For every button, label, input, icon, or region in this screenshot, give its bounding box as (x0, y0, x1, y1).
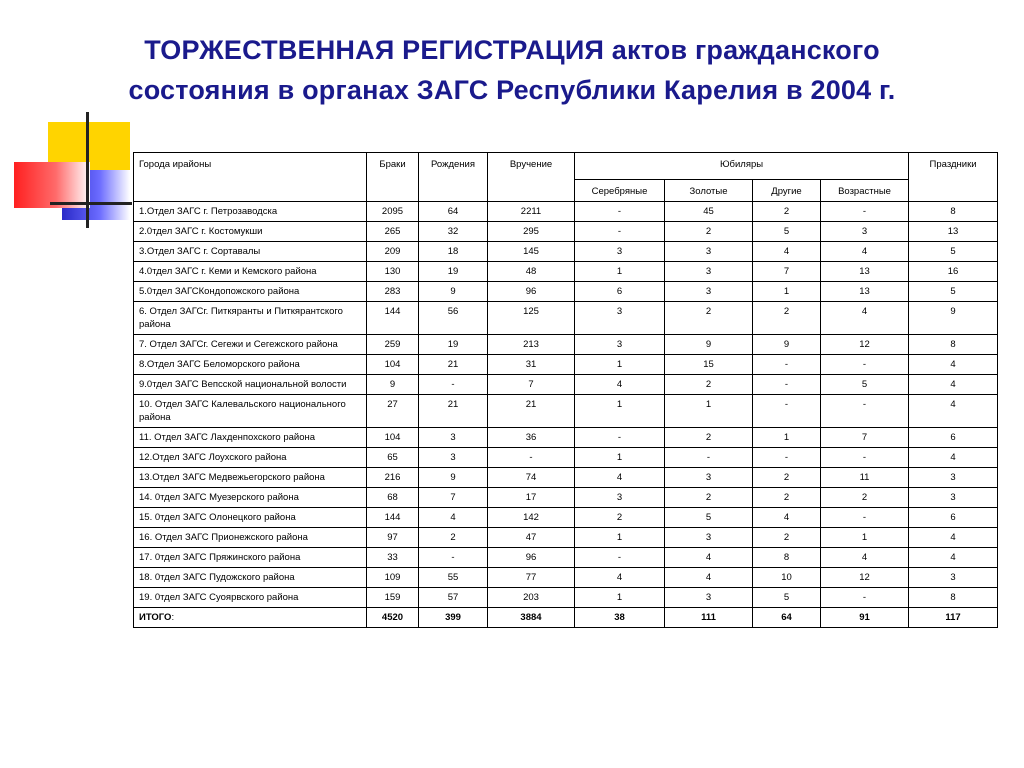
row-value-cell: 3 (665, 468, 753, 488)
total-value-cell: 117 (909, 608, 998, 628)
row-value-cell: - (821, 448, 909, 468)
row-value-cell: - (753, 355, 821, 375)
row-value-cell: 1 (575, 355, 665, 375)
row-value-cell: 2 (665, 302, 753, 335)
row-value-cell: 47 (488, 528, 575, 548)
row-value-cell: 77 (488, 568, 575, 588)
table-row (134, 528, 998, 548)
row-value-cell: 8 (909, 335, 998, 355)
total-value-cell: 38 (575, 608, 665, 628)
row-value-cell: 3 (419, 448, 488, 468)
row-value-cell: 2 (575, 508, 665, 528)
row-value-cell: 27 (367, 395, 419, 428)
row-value-cell: - (575, 202, 665, 222)
table-row (134, 508, 998, 528)
row-value-cell: 142 (488, 508, 575, 528)
table-row (134, 262, 998, 282)
row-value-cell: 265 (367, 222, 419, 242)
row-value-cell: 4 (821, 242, 909, 262)
row-value-cell: - (419, 548, 488, 568)
row-office-name: 14. 0тдел ЗАГС Муезерского района (134, 488, 367, 508)
row-office-name: 17. 0тдел ЗАГС Пряжинского района (134, 548, 367, 568)
table-row (134, 202, 998, 222)
row-office-name: 3.Отдел ЗАГС г. Сортавалы (134, 242, 367, 262)
row-value-cell: 97 (367, 528, 419, 548)
row-value-cell: 109 (367, 568, 419, 588)
row-value-cell: 104 (367, 428, 419, 448)
row-value-cell: 1 (575, 588, 665, 608)
table-total-row (134, 608, 998, 628)
row-value-cell: 259 (367, 335, 419, 355)
row-value-cell: - (575, 222, 665, 242)
row-value-cell: 3 (575, 488, 665, 508)
row-value-cell: 36 (488, 428, 575, 448)
row-value-cell: - (821, 395, 909, 428)
row-value-cell: - (753, 448, 821, 468)
row-value-cell: 1 (575, 448, 665, 468)
row-value-cell: 2 (665, 488, 753, 508)
row-value-cell: 57 (419, 588, 488, 608)
row-value-cell: - (575, 548, 665, 568)
row-value-cell: 6 (909, 508, 998, 528)
row-value-cell: 159 (367, 588, 419, 608)
row-value-cell: 4 (909, 448, 998, 468)
row-value-cell: 13 (909, 222, 998, 242)
row-value-cell: 16 (909, 262, 998, 282)
row-value-cell: 3 (665, 262, 753, 282)
total-value-cell: 399 (419, 608, 488, 628)
table-row (134, 468, 998, 488)
row-value-cell: 1 (575, 262, 665, 282)
table-row (134, 568, 998, 588)
row-value-cell: 33 (367, 548, 419, 568)
row-value-cell: 3 (909, 488, 998, 508)
row-value-cell: 6 (575, 282, 665, 302)
row-value-cell: 68 (367, 488, 419, 508)
row-value-cell: 4 (575, 568, 665, 588)
table-row (134, 375, 998, 395)
row-office-name: 2.0тдел ЗАГС г. Костомукши (134, 222, 367, 242)
total-value-cell: 91 (821, 608, 909, 628)
row-value-cell: 9 (753, 335, 821, 355)
row-office-name: 15. 0тдел ЗАГС Олонецкого района (134, 508, 367, 528)
row-value-cell: 3 (665, 588, 753, 608)
row-value-cell: 1 (753, 282, 821, 302)
row-value-cell: 5 (753, 588, 821, 608)
row-value-cell: - (821, 355, 909, 375)
header-holidays: Праздники (909, 153, 998, 202)
row-value-cell: 2 (753, 202, 821, 222)
row-value-cell: 9 (665, 335, 753, 355)
row-value-cell: 216 (367, 468, 419, 488)
row-value-cell: 9 (909, 302, 998, 335)
table-row (134, 428, 998, 448)
row-value-cell: 96 (488, 282, 575, 302)
row-value-cell: 4 (419, 508, 488, 528)
row-value-cell: 7 (753, 262, 821, 282)
row-office-name: 1.Отдел ЗАГС г. Петрозаводска (134, 202, 367, 222)
row-value-cell: 5 (821, 375, 909, 395)
header-marriages: Браки (367, 153, 419, 202)
row-value-cell: - (665, 448, 753, 468)
row-value-cell: 13 (821, 262, 909, 282)
total-label (134, 608, 367, 628)
header-age: Возрастные (821, 180, 909, 202)
title-caps: ТОРЖЕСТВЕННАЯ РЕГИСТРАЦИЯ (144, 35, 605, 65)
row-value-cell: 11 (821, 468, 909, 488)
row-value-cell: 45 (665, 202, 753, 222)
title-line-2: состояния в органах ЗАГС Республики Карелия в 2004 г. (128, 75, 896, 105)
row-value-cell: 74 (488, 468, 575, 488)
row-value-cell: 32 (419, 222, 488, 242)
row-value-cell: 2 (753, 488, 821, 508)
row-value-cell: 1 (575, 528, 665, 548)
row-value-cell: - (753, 375, 821, 395)
row-office-name: 10. Отдел ЗАГС Калевальского национального района (134, 395, 367, 428)
row-value-cell: 3 (909, 468, 998, 488)
row-value-cell: 1 (821, 528, 909, 548)
row-office-name: 5.0тдел ЗАГСКондопожского района (134, 282, 367, 302)
row-value-cell: 2 (753, 528, 821, 548)
row-value-cell: 130 (367, 262, 419, 282)
table-row (134, 302, 998, 335)
row-value-cell: 213 (488, 335, 575, 355)
row-value-cell: 4 (821, 548, 909, 568)
row-value-cell: 4 (665, 568, 753, 588)
row-value-cell: 1 (665, 395, 753, 428)
row-value-cell: 3 (665, 528, 753, 548)
row-value-cell: 3 (909, 568, 998, 588)
row-value-cell: 144 (367, 508, 419, 528)
table-row (134, 588, 998, 608)
row-value-cell: 4 (665, 548, 753, 568)
row-value-cell: - (419, 375, 488, 395)
table-row (134, 335, 998, 355)
row-value-cell: 9 (367, 375, 419, 395)
row-office-name: 18. 0тдел ЗАГС Пудожского района (134, 568, 367, 588)
row-value-cell: 65 (367, 448, 419, 468)
row-value-cell: 145 (488, 242, 575, 262)
row-value-cell: 12 (821, 335, 909, 355)
row-value-cell: 5 (665, 508, 753, 528)
table-row (134, 222, 998, 242)
row-value-cell: 1 (575, 395, 665, 428)
row-office-name: 16. Отдел ЗАГС Прионежского района (134, 528, 367, 548)
row-value-cell: 19 (419, 262, 488, 282)
total-value-cell: 4520 (367, 608, 419, 628)
row-office-name: 4.0тдел ЗАГС г. Кеми и Кемского района (134, 262, 367, 282)
row-value-cell: - (488, 448, 575, 468)
row-value-cell: 7 (419, 488, 488, 508)
row-office-name: 19. 0тдел ЗАГС Суоярвского района (134, 588, 367, 608)
row-value-cell: 2 (665, 222, 753, 242)
total-label-suffix: : (171, 612, 175, 623)
row-value-cell: 4 (753, 508, 821, 528)
row-value-cell: 4 (821, 302, 909, 335)
decor-vertical-line (86, 112, 89, 228)
row-value-cell: 295 (488, 222, 575, 242)
title-rest: актов гражданского (611, 35, 880, 65)
row-value-cell: 104 (367, 355, 419, 375)
total-value-cell: 111 (665, 608, 753, 628)
table-row (134, 282, 998, 302)
row-value-cell: 2095 (367, 202, 419, 222)
row-value-cell: 2 (821, 488, 909, 508)
row-value-cell: 4 (909, 548, 998, 568)
row-value-cell: 2 (665, 428, 753, 448)
row-value-cell: 5 (753, 222, 821, 242)
row-value-cell: 4 (909, 355, 998, 375)
row-value-cell: 4 (575, 375, 665, 395)
row-value-cell: 2 (665, 375, 753, 395)
row-value-cell: 8 (909, 202, 998, 222)
row-value-cell: 3 (665, 282, 753, 302)
registration-table (133, 152, 998, 628)
row-value-cell: 5 (909, 242, 998, 262)
row-value-cell: 15 (665, 355, 753, 375)
row-value-cell: - (821, 588, 909, 608)
row-value-cell: 9 (419, 468, 488, 488)
row-value-cell: 17 (488, 488, 575, 508)
row-value-cell: 144 (367, 302, 419, 335)
row-office-name: 13.Отдел ЗАГС Медвежьегорского района (134, 468, 367, 488)
row-value-cell: 2 (753, 468, 821, 488)
row-value-cell: 4 (909, 395, 998, 428)
row-value-cell: 19 (419, 335, 488, 355)
header-births: Рождения (419, 153, 488, 202)
row-value-cell: 1 (753, 428, 821, 448)
row-value-cell: 55 (419, 568, 488, 588)
row-value-cell: 7 (488, 375, 575, 395)
row-value-cell: 125 (488, 302, 575, 335)
row-value-cell: 9 (419, 282, 488, 302)
row-value-cell: 4 (909, 528, 998, 548)
total-value-cell: 64 (753, 608, 821, 628)
row-value-cell: 10 (753, 568, 821, 588)
row-office-name: 6. Отдел ЗАГСг. Питкяранты и Питкярантского района (134, 302, 367, 335)
row-value-cell: 21 (488, 395, 575, 428)
slide-title (0, 30, 1024, 110)
row-value-cell: 56 (419, 302, 488, 335)
row-value-cell: 203 (488, 588, 575, 608)
row-value-cell: 3 (419, 428, 488, 448)
header-other: Другие (753, 180, 821, 202)
row-value-cell: - (753, 395, 821, 428)
row-office-name: 11. Отдел ЗАГС Лахденпохского района (134, 428, 367, 448)
table-row (134, 488, 998, 508)
row-value-cell: 209 (367, 242, 419, 262)
row-office-name: 7. Отдел ЗАГСг. Сегежи и Сегежского района (134, 335, 367, 355)
table-row (134, 355, 998, 375)
row-office-name: 9.0тдел ЗАГС Вепсской национальной волости (134, 375, 367, 395)
row-value-cell: 283 (367, 282, 419, 302)
header-awards: Вручение (488, 153, 575, 202)
table-row (134, 242, 998, 262)
row-office-name: 12.Отдел ЗАГС Лоухского района (134, 448, 367, 468)
header-jubilee: Юбиляры (575, 153, 909, 180)
row-value-cell: 8 (753, 548, 821, 568)
row-value-cell: 5 (909, 282, 998, 302)
row-value-cell: 3 (575, 335, 665, 355)
decor-horizontal-line (50, 202, 132, 205)
table-body (134, 202, 998, 628)
row-value-cell: 3 (665, 242, 753, 262)
row-value-cell: 21 (419, 395, 488, 428)
header-city: Города ирайоны (134, 153, 367, 202)
header-gold: Золотые (665, 180, 753, 202)
table-row (134, 395, 998, 428)
total-label-text: ИТОГО (139, 612, 172, 623)
table-row (134, 448, 998, 468)
total-value-cell: 3884 (488, 608, 575, 628)
row-value-cell: 6 (909, 428, 998, 448)
row-value-cell: 31 (488, 355, 575, 375)
row-value-cell: 3 (575, 242, 665, 262)
row-value-cell: 2 (419, 528, 488, 548)
row-value-cell: 2211 (488, 202, 575, 222)
table-row (134, 548, 998, 568)
row-value-cell: 8 (909, 588, 998, 608)
row-value-cell: 4 (753, 242, 821, 262)
row-value-cell: 4 (909, 375, 998, 395)
row-value-cell: 3 (575, 302, 665, 335)
row-value-cell: 4 (575, 468, 665, 488)
title-line-1 (0, 30, 1024, 70)
row-value-cell: - (821, 508, 909, 528)
row-value-cell: 48 (488, 262, 575, 282)
row-value-cell: 7 (821, 428, 909, 448)
row-value-cell: 3 (821, 222, 909, 242)
row-value-cell: 96 (488, 548, 575, 568)
row-value-cell: 18 (419, 242, 488, 262)
row-value-cell: - (821, 202, 909, 222)
row-value-cell: 12 (821, 568, 909, 588)
header-row-1 (134, 153, 998, 180)
row-value-cell: - (575, 428, 665, 448)
row-value-cell: 21 (419, 355, 488, 375)
row-value-cell: 2 (753, 302, 821, 335)
row-value-cell: 13 (821, 282, 909, 302)
row-value-cell: 64 (419, 202, 488, 222)
row-office-name: 8.Отдел ЗАГС Беломорского района (134, 355, 367, 375)
registration-table-wrapper (133, 152, 997, 628)
header-silver: Серебряные (575, 180, 665, 202)
